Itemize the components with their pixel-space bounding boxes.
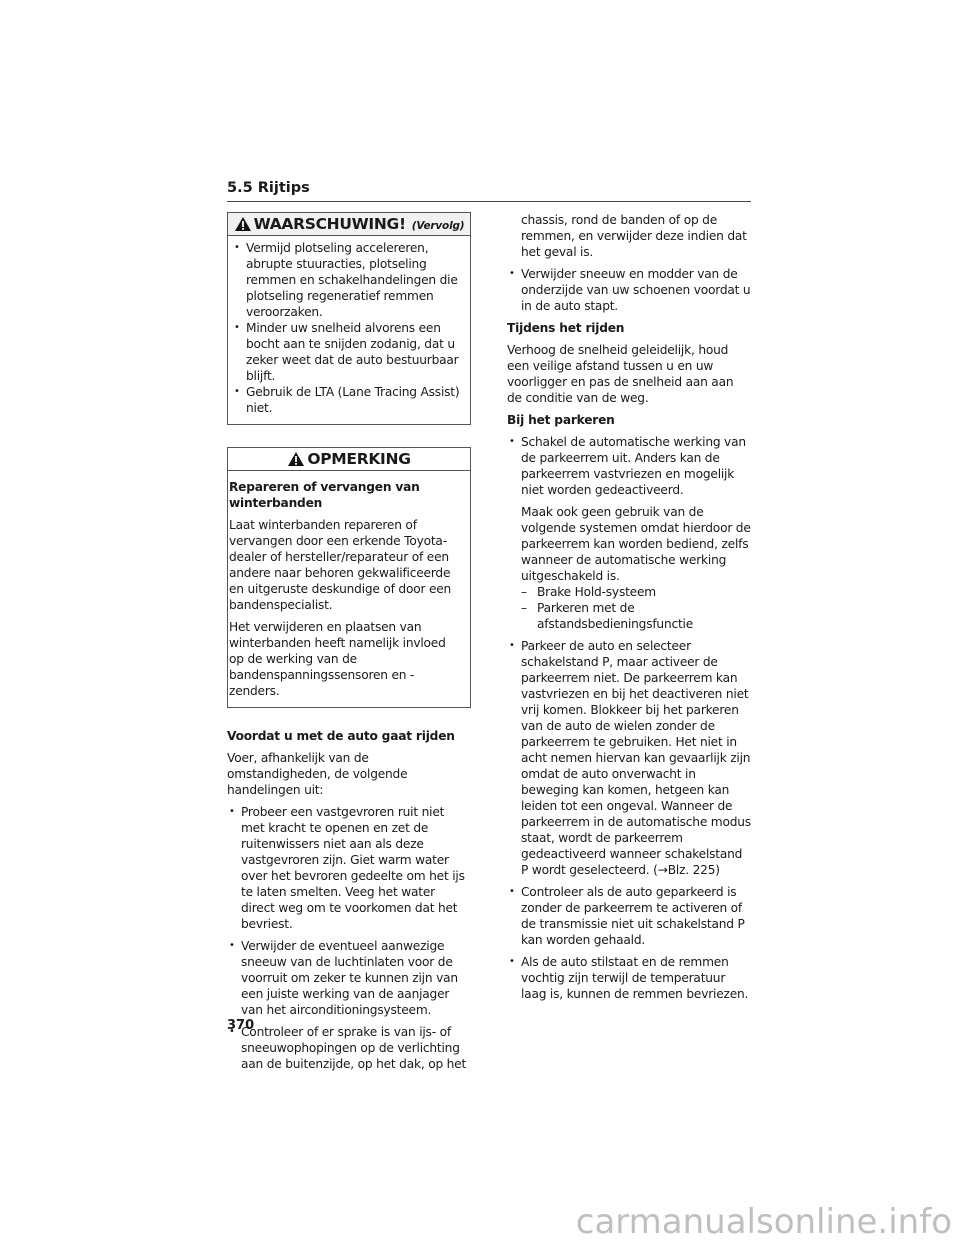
parking-item-subtext: Maak ook geen gebruik van de volgende systemen omdat hierdoor de parkeerrem kan worden bediend, zelfs wanneer de automatische werking uitgeschakeld is. (521, 505, 751, 583)
note-box (227, 447, 471, 708)
parking-title: Bij het parkeren (507, 413, 615, 427)
left-column (227, 212, 471, 1078)
note-box-body (228, 471, 470, 707)
while-driving-text: Verhoog de snelheid geleidelijk, houd een veilige afstand tussen u en uw voorligger en pas de snelheid aan aan de conditie van de weg. (507, 343, 734, 405)
warning-box-header (228, 213, 470, 236)
warning-box-body (228, 236, 470, 424)
warning-title: WAARSCHUWING! (253, 215, 406, 233)
page-number: 370 (227, 1018, 255, 1033)
note-paragraph: Het verwijderen en plaatsen van winterbanden heeft namelijk invloed op de werking van de bandenspanningssensoren en -zenders. (229, 620, 446, 698)
section-divider (227, 201, 751, 202)
dash-mark: – (521, 585, 527, 599)
list-item: • Probeer een vastgevroren ruit niet met kracht te openen en zet de ruitenwissers niet aan als deze vastgevroren zijn. Giet warm water over het bevroren gedeelte om het ijs te laten smelten. Veeg het water direct weg om te voorkomen dat het bevriest. (227, 804, 471, 932)
dash-item-text: Parkeren met de afstandsbedieningsfunctie (537, 601, 694, 631)
dash-item (521, 584, 751, 600)
warning-box (227, 212, 471, 425)
before-driving-list (227, 804, 471, 1072)
before-driving-title: Voordat u met de auto gaat rijden (227, 729, 455, 743)
dash-mark: – (521, 601, 527, 615)
parking-list (507, 434, 751, 1002)
warning-item: • Gebruik de LTA (Lane Tracing Assist) niet. (232, 384, 464, 416)
list-item: • Controleer of er sprake is van ijs- of sneeuwophopingen op de verlichting aan de buitenzijde, op het dak, op het (227, 1024, 471, 1072)
list-item: • Verwijder de eventueel aanwezige sneeuw van de luchtinlaten voor de voorruit om zeker te kunnen zijn van een juiste werking van de aanjager van het airconditioningsysteem. (227, 938, 471, 1018)
before-driving-intro: Voer, afhankelijk van de omstandigheden, de volgende handelingen uit: (227, 751, 408, 797)
dash-item (521, 600, 751, 632)
note-title: OPMERKING (307, 450, 411, 468)
list-item-continuation: chassis, rond de banden of op de remmen, en verwijder deze indien dat het geval is. (521, 213, 747, 259)
caution-icon (287, 451, 305, 468)
list-item (507, 434, 751, 632)
warning-item: • Vermijd plotseling accelereren, abrupte stuuracties, plotseling remmen en schakelhandelingen die plotseling regeneratief remmen veroorzaken. (232, 240, 464, 320)
warning-item: • Minder uw snelheid alvorens een bocht aan te snijden zodanig, dat u zeker weet dat de auto bestuurbaar blijft. (232, 320, 464, 384)
section-header: 5.5 Rijtips (227, 180, 310, 196)
list-item: • Parkeer de auto en selecteer schakelstand P, maar activeer de parkeerrem niet. De parkeerrem kan vastvriezen en bij het deactiveren niet vrij komen. Blokkeer bij het parkeren van de auto de wielen zonder de parkeerrem te gebruiken. Het niet in acht nemen hiervan kan gevaarlijk zijn omdat de auto onverwacht in beweging kan komen, hetgeen kan leiden tot een ongeval. Wanneer de parkeerrem in de automatische modus staat, wordt de parkeerrem gedeactiveerd wanneer schakelstand P wordt geselecteerd. (→Blz. 225) (507, 638, 751, 878)
watermark: carmanualsonline.info (575, 1202, 952, 1242)
dash-item-text: Brake Hold-systeem (537, 585, 656, 599)
list-item: • Als de auto stilstaat en de remmen vochtig zijn terwijl de temperatuur laag is, kunnen de remmen bevriezen. (507, 954, 751, 1002)
note-box-header (228, 448, 470, 471)
list-item: • Controleer als de auto geparkeerd is zonder de parkeerrem te activeren of de transmissie niet uit schakelstand P kan worden gehaald. (507, 884, 751, 948)
list-item: • Verwijder sneeuw en modder van de onderzijde van uw schoenen voordat u in de auto stapt. (507, 266, 751, 314)
right-column (507, 212, 751, 1008)
warning-subtitle: (Vervolg) (411, 219, 465, 232)
while-driving-title: Tijdens het rijden (507, 321, 625, 335)
before-driving-list-cont (507, 266, 751, 314)
note-heading: Repareren of vervangen van winterbanden (229, 480, 420, 510)
note-paragraph: Laat winterbanden repareren of vervangen door een erkende Toyota-dealer of hersteller/reparateur of een andere naar behoren gekwalificeerde en uitgeruste deskundige of door een bandenspecialist. (229, 518, 452, 612)
parking-item-text: Schakel de automatische werking van de parkeerrem uit. Anders kan de parkeerrem vastvriezen en mogelijk niet worden gedeactiveerd. (521, 435, 746, 497)
warning-triangle-icon (234, 216, 252, 233)
